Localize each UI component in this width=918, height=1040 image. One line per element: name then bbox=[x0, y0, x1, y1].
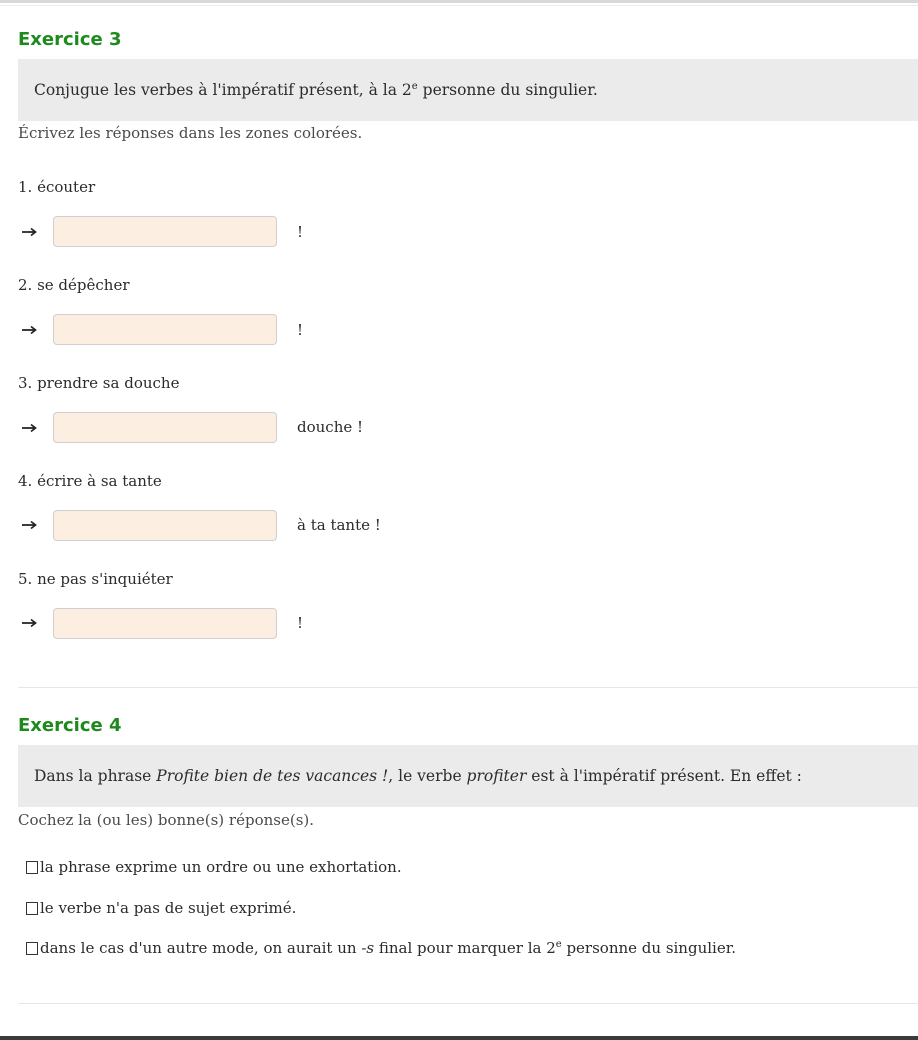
answer-suffix-5: ! bbox=[297, 614, 304, 632]
answer-input-3[interactable] bbox=[53, 412, 277, 443]
section-divider bbox=[18, 687, 918, 688]
top-border bbox=[0, 0, 918, 3]
answer-option-1[interactable] bbox=[26, 858, 402, 876]
exercise-4-prompt bbox=[18, 745, 918, 807]
answer-suffix-2: ! bbox=[297, 321, 304, 339]
question-label-4: 4. écrire à sa tante bbox=[18, 472, 162, 490]
option-3-italic-suffix: -s bbox=[361, 939, 375, 957]
prompt-text-start: Dans la phrase bbox=[34, 767, 157, 785]
exercise-3-prompt bbox=[18, 59, 918, 121]
arrow-right-icon bbox=[21, 324, 39, 336]
option-3-text-start: dans le cas d'un autre mode, on aurait un bbox=[40, 939, 362, 957]
option-label-3 bbox=[40, 939, 736, 957]
prompt-superscript: e bbox=[411, 81, 418, 92]
arrow-right-icon bbox=[21, 617, 39, 629]
question-label-2: 2. se dépêcher bbox=[18, 276, 130, 294]
answer-suffix-3: douche ! bbox=[297, 418, 364, 436]
checkbox-1[interactable] bbox=[26, 861, 38, 874]
option-label-1: la phrase exprime un ordre ou une exhortation. bbox=[40, 858, 402, 876]
exercise-3-instruction: Écrivez les réponses dans les zones colorées. bbox=[18, 124, 363, 142]
prompt-text-end: est à l'impératif présent. En effet : bbox=[526, 767, 802, 785]
answer-suffix-1: ! bbox=[297, 223, 304, 241]
answer-input-1[interactable] bbox=[53, 216, 277, 247]
checkbox-3[interactable] bbox=[26, 942, 38, 955]
answer-option-2[interactable] bbox=[26, 899, 296, 917]
arrow-right-icon bbox=[21, 422, 39, 434]
prompt-text-start: Conjugue les verbes à l'impératif présent, à la 2 bbox=[34, 81, 412, 99]
question-label-3: 3. prendre sa douche bbox=[18, 374, 180, 392]
option-label-2: le verbe n'a pas de sujet exprimé. bbox=[40, 899, 297, 917]
option-3-text-middle: final pour marquer la 2 bbox=[374, 939, 556, 957]
answer-suffix-4: à ta tante ! bbox=[297, 516, 381, 534]
prompt-text-end: personne du singulier. bbox=[417, 81, 598, 99]
bottom-border bbox=[0, 1036, 918, 1040]
question-label-5: 5. ne pas s'inquiéter bbox=[18, 570, 173, 588]
top-border-inner bbox=[0, 5, 918, 6]
prompt-example-sentence: Profite bien de tes vacances ! bbox=[156, 767, 389, 785]
prompt-verb: profiter bbox=[466, 767, 527, 785]
arrow-right-icon bbox=[21, 519, 39, 531]
answer-option-3[interactable] bbox=[26, 939, 736, 957]
answer-input-2[interactable] bbox=[53, 314, 277, 345]
section-divider bbox=[18, 1003, 918, 1004]
exercise-4-instruction: Cochez la (ou les) bonne(s) réponse(s). bbox=[18, 811, 315, 829]
exercise-4-title: Exercice 4 bbox=[18, 715, 122, 736]
exercise-3-title: Exercice 3 bbox=[18, 29, 122, 50]
checkbox-2[interactable] bbox=[26, 902, 38, 915]
question-label-1: 1. écouter bbox=[18, 178, 96, 196]
answer-input-5[interactable] bbox=[53, 608, 277, 639]
answer-input-4[interactable] bbox=[53, 510, 277, 541]
option-3-text-end: personne du singulier. bbox=[561, 939, 736, 957]
option-3-superscript: e bbox=[555, 939, 562, 950]
arrow-right-icon bbox=[21, 226, 39, 238]
prompt-text-middle: , le verbe bbox=[388, 767, 467, 785]
